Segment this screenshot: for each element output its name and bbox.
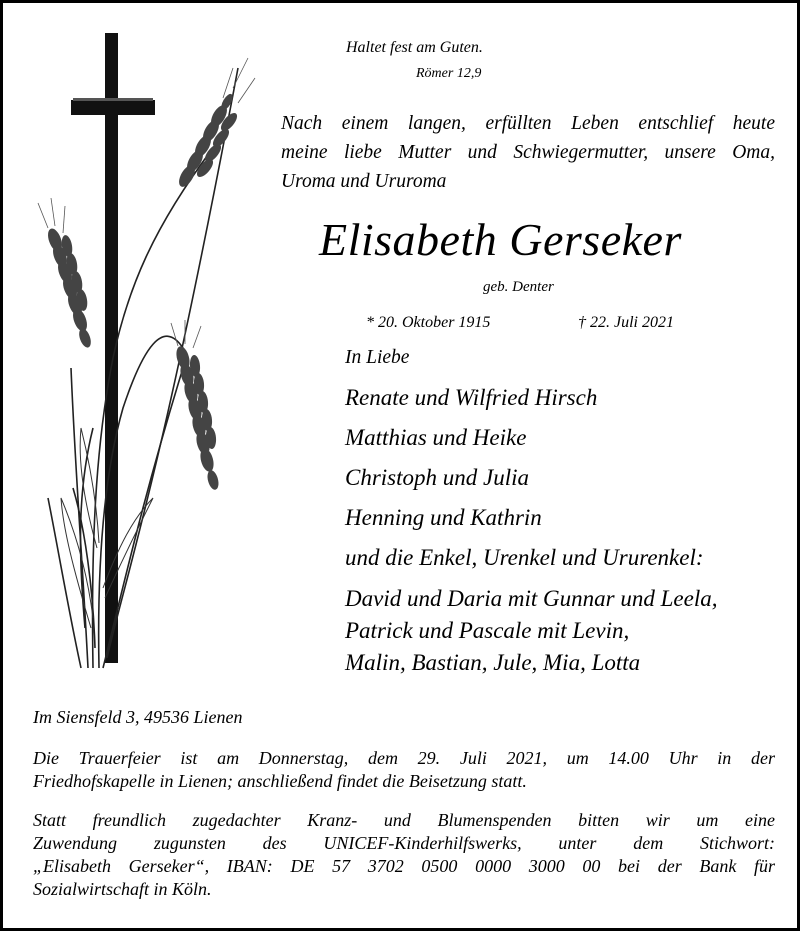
grandchildren-line: David und Daria mit Gunnar und Leela,: [345, 586, 718, 611]
funeral-line: Friedhofskapelle in Lienen; anschließend findet die Beisetzung statt.: [33, 771, 527, 791]
motto-reference: Römer 12,9: [416, 66, 482, 81]
intro-line: Nach einem langen, erfüllten Leben entschlief heute: [281, 113, 775, 134]
cross-with-wheat-ears-icon: [33, 28, 263, 678]
grandchildren-line: Malin, Bastian, Jule, Mia, Lotta: [345, 650, 641, 675]
birth-date: * 20. Oktober 1915: [366, 314, 491, 331]
donation-notice: [33, 809, 775, 901]
in-love-label: In Liebe: [345, 347, 410, 368]
address: Im Siensfeld 3, 49536 Lienen: [33, 707, 243, 727]
donation-line: Sozialwirtschaft in Köln.: [33, 879, 212, 899]
mourner-line: Renate und Wilfried Hirsch: [345, 385, 598, 410]
motto: Haltet fest am Guten.: [346, 39, 483, 56]
donation-line: Zuwendung zugunsten des UNICEF-Kinderhilfswerks, unter dem Stichwort:: [33, 833, 775, 853]
intro-text: [281, 109, 775, 196]
funeral-line: Die Trauerfeier ist am Donnerstag, dem 29. Juli 2021, um 14.00 Uhr in der: [33, 748, 775, 768]
maiden-name: geb. Denter: [483, 279, 554, 295]
intro-line: Uroma und Ururoma: [281, 171, 447, 192]
funeral-notice: [33, 747, 775, 793]
donation-line: Statt freundlich zugedachter Kranz- und Blumenspenden bitten wir um eine: [33, 810, 775, 830]
mourner-line: Matthias und Heike: [345, 425, 527, 450]
grandchildren-line: Patrick und Pascale mit Levin,: [345, 618, 630, 643]
death-date: † 22. Juli 2021: [578, 314, 674, 331]
intro-line: meine liebe Mutter und Schwiegermutter, unsere Oma,: [281, 142, 775, 163]
donation-line: „Elisabeth Gerseker“, IBAN: DE 57 3702 0500 0000 3000 00 bei der Bank für: [33, 856, 775, 876]
grandchildren-list: [345, 583, 717, 679]
deceased-name: Elisabeth Gerseker: [319, 214, 682, 265]
mourner-line: Christoph und Julia: [345, 465, 530, 490]
mourners-list: [345, 383, 704, 583]
mourner-line: und die Enkel, Urenkel und Ururenkel:: [345, 545, 704, 570]
mourner-line: Henning und Kathrin: [345, 505, 542, 530]
